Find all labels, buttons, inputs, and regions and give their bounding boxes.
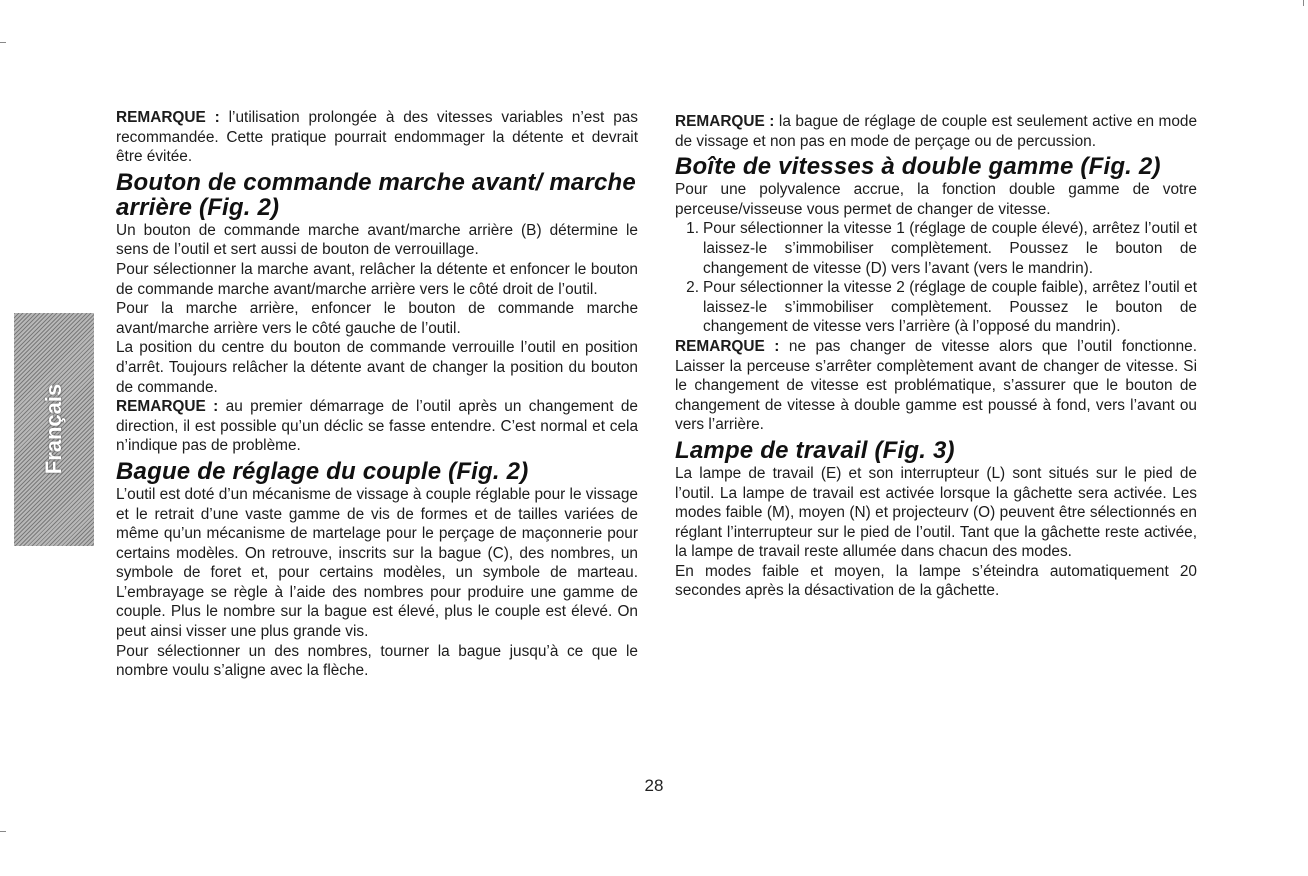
body-paragraph: Un bouton de commande marche avant/marche arrière (B) détermine le sens de l’outil et sert aussi de bouton de verrouillage. xyxy=(116,221,638,259)
note-paragraph xyxy=(116,108,638,167)
crop-mark-bottom-left xyxy=(0,831,6,832)
note-label: REMARQUE : xyxy=(116,109,220,126)
body-paragraph: L’outil est doté d’un mécanisme de vissage à couple réglable pour le vissage et le retrait d’une vaste gamme de vis de formes et de tailles variées de même qu’un mécanisme de martelage pour le perçage de maçonnerie pour certains modèles. On retrouve, inscrits sur la bague (C), des nombres, un symbole de foret et, pour certains modèles, un symbole de marteau. L’embrayage se règle à l’aide des nombres pour produire une gamme de couple. Plus le nombre sur la bague est élevé, plus le couple est élevé. On peut ainsi visser une plus grande vis. xyxy=(116,485,638,641)
note-text: la bague de réglage de couple est seulement active en mode de vissage et non pas en mode de perçage ou de percussion. xyxy=(675,113,1198,150)
list-item-number: 1. xyxy=(686,220,699,238)
list-item xyxy=(675,219,1197,278)
note-paragraph xyxy=(116,397,638,456)
crop-mark-top-right xyxy=(1303,0,1304,6)
section-heading-forward-reverse: Bouton de commande marche avant/ marche arrière (Fig. 2) xyxy=(116,168,636,221)
crop-mark-top-left xyxy=(0,42,6,43)
left-column xyxy=(116,108,638,681)
list-item xyxy=(675,278,1197,337)
body-paragraph: En modes faible et moyen, la lampe s’éteindra automatiquement 20 secondes après la désactivation de la gâchette. xyxy=(675,562,1197,600)
note-label: REMARQUE : xyxy=(675,337,780,355)
gear-steps-list xyxy=(675,219,1197,337)
note-label: REMARQUE : xyxy=(675,113,775,130)
body-paragraph: La lampe de travail (E) et son interrupteur (L) sont situés sur le pied de l’outil. La lampe de travail est activée lorsque la gâchette sera activée. Les modes faible (M), moyen (N) et projecteurv (O) peuvent être sélectionnés en réglant l’interrupteur sur le pied de l’outil. Tant que la gâchette reste activée, la lampe de travail reste allumée dans chacun des modes. xyxy=(675,464,1197,561)
list-item-text: Pour sélectionner la vitesse 1 (réglage de couple élevé), arrêtez l’outil et laissez-le s’immobiliser complètement. Poussez le bouton de changement de vitesse (D) vers l’avant (vers le mandrin). xyxy=(703,220,1197,277)
note-text: au premier démarrage de l’outil après un changement de direction, il est possible qu’un déclic se fasse entendre. C’est normal et cela n’indique pas de problème. xyxy=(116,398,638,455)
list-item-number: 2. xyxy=(686,279,699,297)
page-number: 28 xyxy=(644,776,664,795)
note-label: REMARQUE : xyxy=(116,398,219,416)
section-heading-work-light: Lampe de travail (Fig. 3) xyxy=(675,436,955,464)
section-heading-torque-collar: Bague de réglage du couple (Fig. 2) xyxy=(116,457,529,485)
note-paragraph xyxy=(675,337,1197,435)
language-tab-label: Français xyxy=(41,383,66,475)
language-side-tab xyxy=(14,313,94,546)
list-item-text: Pour sélectionner la vitesse 2 (réglage de couple faible), arrêtez l’outil et laissez-le s’immobiliser complètement. Poussez le bouton de changement de vitesse vers l’arrière (à l’opposé du mandrin). xyxy=(703,279,1197,336)
section-heading-dual-range-gearbox: Boîte de vitesses à double gamme (Fig. 2) xyxy=(675,153,1161,181)
body-paragraph: Pour une polyvalence accrue, la fonction double gamme de votre perceuse/visseuse vous permet de changer de vitesse. xyxy=(675,181,1197,218)
note-paragraph xyxy=(675,112,1197,151)
body-paragraph: Pour sélectionner la marche avant, relâcher la détente et enfoncer le bouton de commande marche avant/marche arrière vers le côté droit de l’outil. xyxy=(116,260,638,298)
right-column xyxy=(675,112,1197,601)
body-paragraph: La position du centre du bouton de commande verrouille l’outil en position d’arrêt. Toujours relâcher la détente avant de changer la position du bouton de commande. xyxy=(116,339,638,396)
note-text: ne pas changer de vitesse alors que l’outil fonctionne. Laisser la perceuse s’arrêter complètement avant de changer de vitesse. Si le changement de vitesse est problématique, s’assurer que le bouton de changement de vitesse à double gamme est poussé à fond, vers l’avant ou vers l’arrière. xyxy=(675,337,1197,434)
body-paragraph: Pour sélectionner un des nombres, tourner la bague jusqu’à ce que le nombre voulu s’aligne avec la flèche. xyxy=(116,642,638,680)
body-paragraph: Pour la marche arrière, enfoncer le bouton de commande marche avant/marche arrière vers le côté gauche de l’outil. xyxy=(116,300,638,337)
note-text: l’utilisation prolongée à des vitesses variables n’est pas recommandée. Cette pratique pourrait endommager la détente et devrait être évitée. xyxy=(116,109,639,166)
